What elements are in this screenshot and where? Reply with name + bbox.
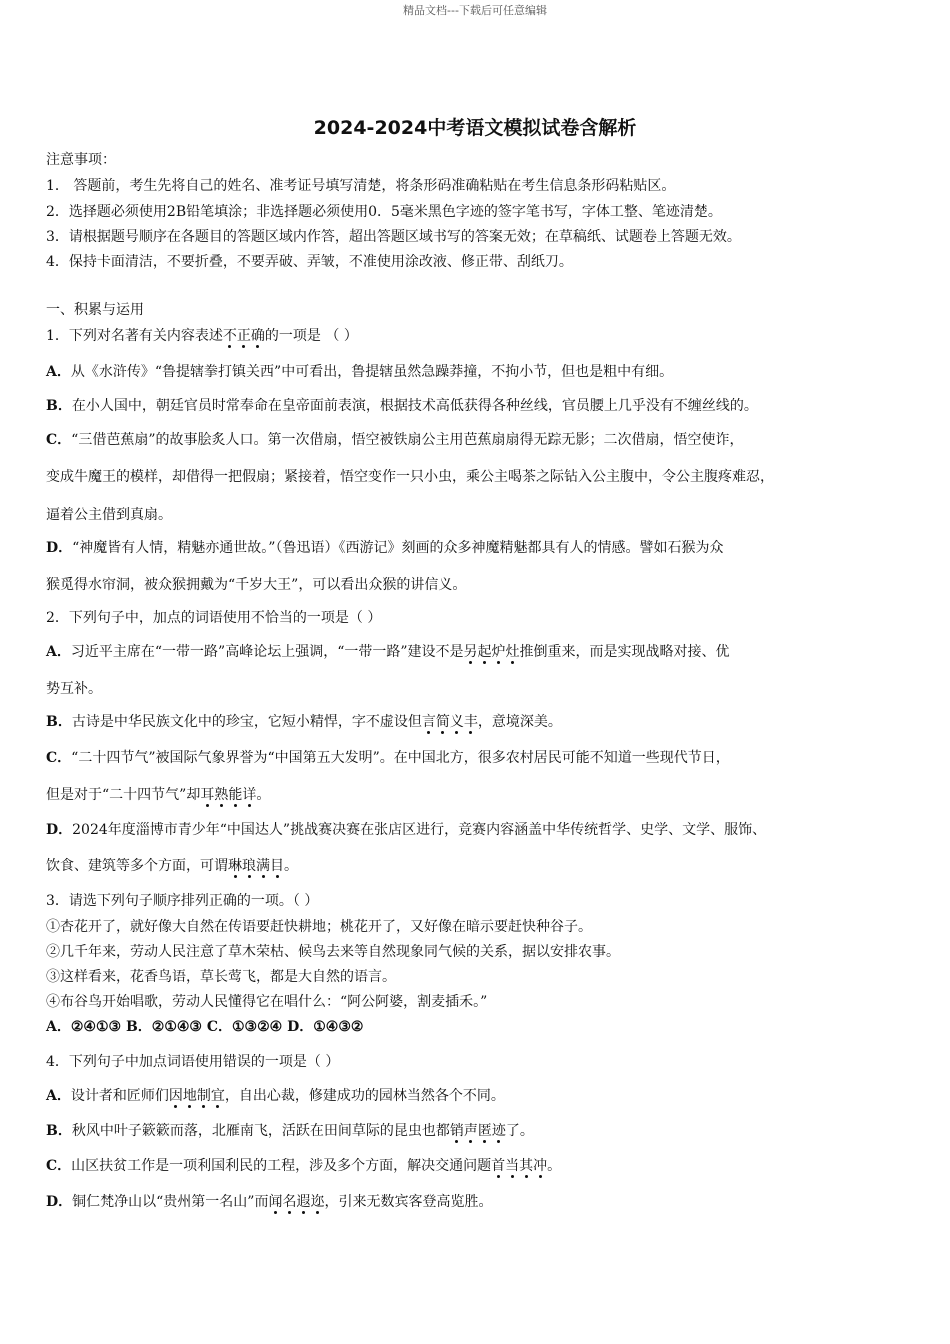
q2-option-c-line2: 但是对于“二十四节气”却耳熟能详。 xyxy=(46,787,271,803)
q4-d-dotted-phrase: 闻名遐迩 xyxy=(268,1194,325,1210)
q2-option-d-line1: D．2024年度淄博市青少年“中国达人”挑战赛决赛在张店区进行，竞赛内容涵盖中华传统哲学、史学、文学、服饰、 xyxy=(46,822,767,838)
q1-option-c-line3: 逼着公主借到真扇。 xyxy=(46,507,172,523)
q4-option-c: C．山区扶贫工作是一项利国利民的工程，涉及多个方面，解决交通问题首当其冲。 xyxy=(46,1158,562,1174)
q1-option-c-line2: 变成牛魔王的模样，却借得一把假扇；紧接着，悟空变作一只小虫，乘公主喝茶之际钻入公主腹中，令公主腹疼难忍， xyxy=(46,469,774,485)
q4-a-dotted-phrase: 因地制宜 xyxy=(168,1088,225,1104)
q2-option-a-line2: 势互补。 xyxy=(46,681,102,697)
q2-option-b: B．古诗是中华民族文化中的珍宝，它短小精悍，字不虚设但言简义丰，意境深美。 xyxy=(46,714,562,730)
section-heading: 一、积累与运用 xyxy=(46,302,144,318)
q2-a-dotted-phrase: 另起炉灶 xyxy=(463,644,520,660)
notice-item-4: 4．保持卡面清洁，不要折叠，不要弄破、弄皱，不准使用涂改液、修正带、刮纸刀。 xyxy=(46,254,573,270)
page-header: 精品文档---下载后可任意编辑 xyxy=(403,4,547,17)
page-title: 2024-2024中考语文模拟试卷含解析 xyxy=(313,117,637,139)
q3-stem: 3．请选下列句子顺序排列正确的一项。（ ） xyxy=(46,893,319,909)
q1-emphasis: 不正确 xyxy=(222,328,265,344)
q2-stem: 2．下列句子中，加点的词语使用不恰当的一项是（ ） xyxy=(46,610,382,626)
q1-option-a: A．从《水浒传》“鲁提辖拳打镇关西”中可看出，鲁提辖虽然急躁莽撞，不拘小节，但也是粗中有细。 xyxy=(46,364,674,380)
q3-sentence-3: ③这样看来，花香鸟语，草长莺飞，都是大自然的语言。 xyxy=(46,969,396,985)
notice-heading: 注意事项： xyxy=(46,152,116,168)
q2-option-c-line1: C．“二十四节气”被国际气象界誉为“中国第五大发明”。在中国北方，很多农村居民可能不知道一些现代节日， xyxy=(46,750,730,766)
q4-option-a: A．设计者和匠师们因地制宜，自出心裁，修建成功的园林当然各个不同。 xyxy=(46,1088,505,1104)
notice-item-3: 3．请根据题号顺序在各题目的答题区域内作答，超出答题区域书写的答案无效；在草稿纸、试题卷上答题无效。 xyxy=(46,229,741,245)
q4-option-b: B．秋风中叶子簌簌而落，北雁南飞，活跃在田间草际的昆虫也都销声匿迹了。 xyxy=(46,1123,534,1139)
q4-b-dotted-phrase: 销声匿迹 xyxy=(449,1123,506,1139)
q2-option-a-line1: A．习近平主席在“一带一路”高峰论坛上强调，“一带一路”建设不是另起炉灶推倒重来，而是实现战略对接、优 xyxy=(46,644,730,660)
q3-sentence-4: ④布谷鸟开始唱歌，劳动人民懂得它在唱什么：“阿公阿婆，割麦插禾。” xyxy=(46,994,488,1010)
q4-option-d: D．铜仁梵净山以“贵州第一名山”而闻名遐迩，引来无数宾客登高览胜。 xyxy=(46,1194,493,1210)
notice-item-2: 2．选择题必须使用2B铅笔填涂；非选择题必须使用0．5毫米黑色字迹的签字笔书写，字体工整、笔迹清楚。 xyxy=(46,204,722,220)
q2-b-dotted-phrase: 言简义丰 xyxy=(421,714,478,730)
q2-c-dotted-phrase: 耳熟能详 xyxy=(200,787,257,803)
q3-sentence-2: ②几千年来，劳动人民注意了草木荣枯、候鸟去来等自然现象同气候的关系，据以安排农事。 xyxy=(46,944,620,960)
q3-sentence-1: ①杏花开了，就好像大自然在传语要赶快耕地；桃花开了，又好像在暗示要赶快种谷子。 xyxy=(46,919,592,935)
q1-option-d-line1: D．“神魔皆有人情，精魅亦通世故。”（鲁迅语）《西游记》刻画的众多神魔精魅都具有人的情感。譬如石猴为众 xyxy=(46,540,724,556)
q2-d-dotted-phrase: 琳琅满目 xyxy=(228,858,284,874)
q1-stem: 1．下列对名著有关内容表述不正确的一项是 （ ） xyxy=(46,328,358,344)
q1-option-d-line2: 猴觅得水帘洞，被众猴拥戴为“千岁大王”，可以看出众猴的讲信义。 xyxy=(46,577,467,593)
q2-option-d-line2: 饮食、建筑等多个方面，可谓琳琅满目。 xyxy=(46,858,298,874)
q4-c-dotted-phrase: 首当其冲 xyxy=(491,1158,548,1174)
q3-options: A．②④①③ B．②①④③ C．①③②④ D．①④③② xyxy=(46,1019,364,1035)
q1-option-b: B．在小人国中，朝廷官员时常奉命在皇帝面前表演，根据技术高低获得各种丝线，官员腰上几乎没有不缠丝线的。 xyxy=(46,398,758,414)
notice-item-1: 1． 答题前，考生先将自己的姓名、准考证号填写清楚，将条形码准确粘贴在考生信息条形码粘贴区。 xyxy=(46,178,676,194)
q4-stem: 4．下列句子中加点词语使用错误的一项是（ ） xyxy=(46,1054,340,1070)
q1-option-c-line1: C．“三借芭蕉扇”的故事脍炙人口。第一次借扇，悟空被铁扇公主用芭蕉扇扇得无踪无影；二次借扇，悟空使诈， xyxy=(46,432,744,448)
